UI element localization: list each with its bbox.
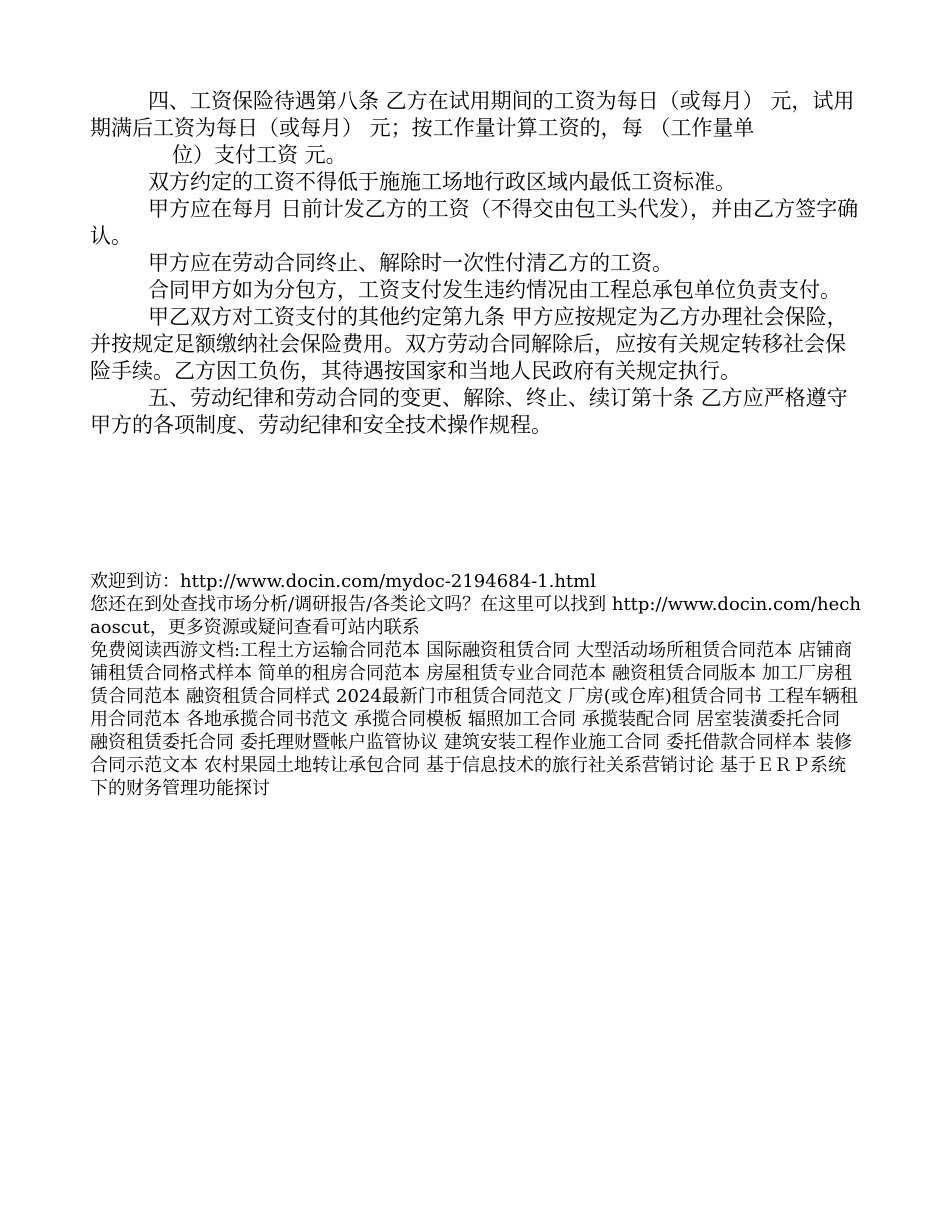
paragraph-subcontractor: 合同甲方如为分包方，工资支付发生违约情况由工程总承包单位负责支付。 (148, 278, 841, 302)
paragraph-labor-discipline: 五、劳动纪律和劳动合同的变更、解除、终止、续订第十条 乙方应严格遵守甲方的各项制度、劳动纪律和安全技术操作规程。 (90, 386, 848, 437)
related-link[interactable]: 承揽合同模板 (354, 709, 462, 730)
related-prefix: 免费阅读西游文档: (90, 640, 241, 661)
related-link[interactable]: 委托借款合同样本 (666, 732, 810, 753)
related-link[interactable]: 农村果园土地转让承包合同 (204, 755, 420, 776)
footer-links (90, 570, 862, 800)
related-link[interactable]: 房屋租赁专业合同范本 (426, 663, 606, 684)
related-link[interactable]: 融资租赁委托合同 (90, 732, 234, 753)
related-link[interactable]: 国际融资租赁合同 (426, 640, 571, 661)
related-link[interactable]: 2024最新门市租赁合同范文 (336, 686, 562, 707)
paragraph-wage-trial: 四、工资保险待遇第八条 乙方在试用期间的工资为每日（或每月） 元，试用期满后工资为每日（或每月） 元；按工作量计算工资的，每 （工作量单 (90, 89, 855, 140)
paragraph-wage-unit: 位）支付工资 元。 (172, 143, 347, 167)
paragraph-final-pay: 甲方应在劳动合同终止、解除时一次性付清乙方的工资。 (148, 251, 673, 275)
search-prompt[interactable]: 您还在到处查找市场分析/调研报告/各类论文吗？在这里可以找到 http://www.docin.com/hechaoscut，更多资源或疑问查看可站内联系 (90, 594, 861, 638)
related-link[interactable]: 融资租赁合同样式 (186, 686, 330, 707)
related-link[interactable]: 委托理财暨帐户监管协议 (240, 732, 438, 753)
related-link[interactable]: 建筑安装工程作业施工合同 (444, 732, 660, 753)
related-link[interactable]: 居室装潢委托合同 (696, 709, 840, 730)
paragraph-monthly-pay: 甲方应在每月 日前计发乙方的工资（不得交由包工头代发），并由乙方签字确认。 (90, 197, 859, 248)
related-link[interactable]: 各地承揽合同书范文 (186, 709, 348, 730)
related-link[interactable]: 辐照加工合同 (468, 709, 576, 730)
related-link[interactable]: 大型活动场所租赁合同范本 (576, 640, 793, 661)
related-link[interactable]: 装修合同示范文本 (90, 732, 852, 776)
paragraph-minimum-wage: 双方约定的工资不得低于施施工场地行政区域内最低工资标准。 (148, 170, 736, 194)
related-documents (90, 639, 862, 800)
related-link[interactable]: 厂房(或仓库)租赁合同书 (567, 686, 762, 707)
document-body (90, 88, 862, 439)
welcome-link[interactable]: 欢迎到访：http://www.docin.com/mydoc-2194684-1.html (90, 571, 596, 592)
related-link[interactable]: 工程车辆租用合同范本 (90, 686, 858, 730)
related-link[interactable]: 店铺商铺租赁合同格式样本 (90, 640, 853, 684)
related-link[interactable]: 承揽装配合同 (582, 709, 690, 730)
related-link[interactable]: 简单的租房合同范本 (258, 663, 420, 684)
related-link[interactable]: 融资租赁合同版本 (612, 663, 756, 684)
paragraph-social-insurance: 甲乙双方对工资支付的其他约定第九条 甲方应按规定为乙方办理社会保险，并按规定足额缴纳社会保险费用。双方劳动合同解除后，应按有关规定转移社会保险手续。乙方因工负伤，其待遇按国家和当地人民政府有关规定执行。 (90, 305, 848, 383)
related-link[interactable]: 工程土方运输合同范本 (240, 640, 421, 661)
related-link[interactable]: 基于ＥＲＰ系统下的财务管理功能探讨 (90, 755, 846, 799)
related-link[interactable]: 基于信息技术的旅行社关系营销讨论 (426, 755, 714, 776)
related-link[interactable]: 加工厂房租赁合同范本 (90, 663, 852, 707)
